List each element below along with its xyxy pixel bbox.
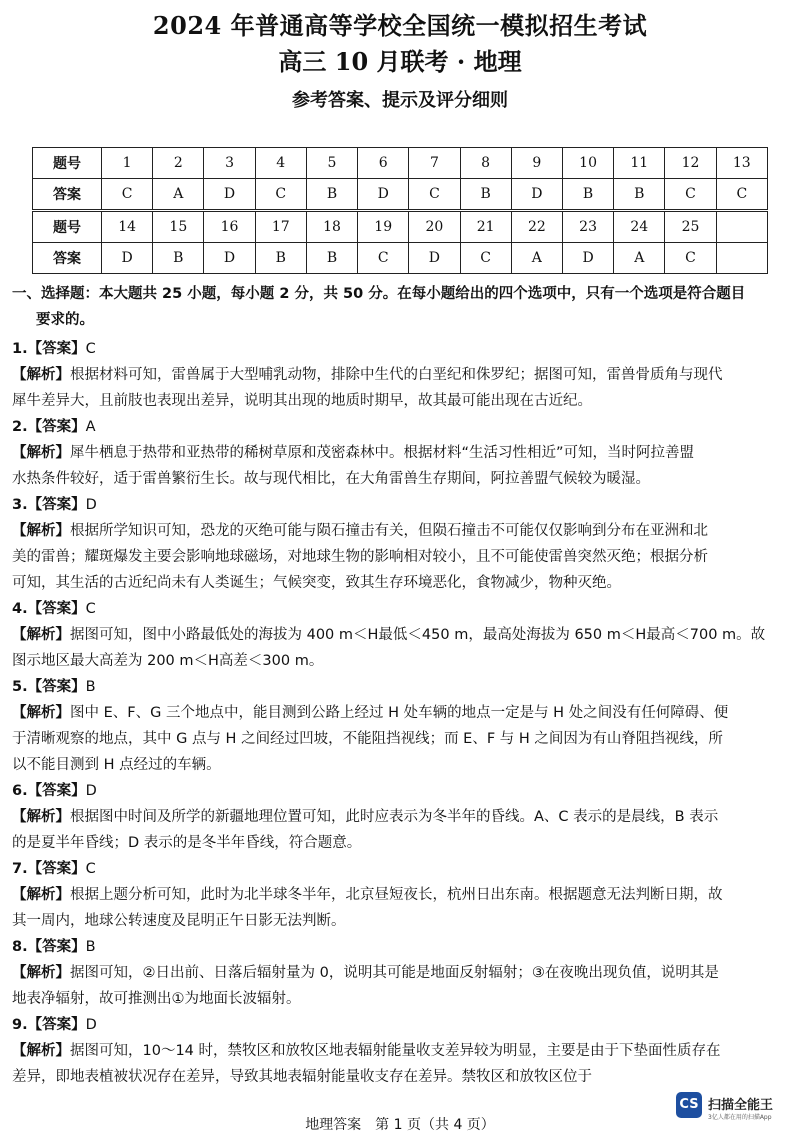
question-item-4: [12, 596, 782, 674]
question-number: 10: [562, 148, 613, 179]
answer-cell: B: [460, 179, 511, 210]
explanation-tag: 【解析】: [12, 367, 70, 383]
answer-value: B: [85, 939, 96, 955]
section-heading-line: 要求的。: [36, 312, 94, 328]
explanation-line: 图示地区最大高差为 200 m＜H高差＜300 m。: [12, 653, 324, 669]
answer-line: [12, 492, 782, 518]
answer-value: D: [85, 497, 97, 513]
header-question-number: 题号: [33, 148, 102, 179]
question-number: 5: [306, 148, 357, 179]
answer-tag: 【答案】: [27, 783, 86, 799]
question-number: 3: [204, 148, 255, 179]
answer-value: C: [85, 341, 96, 357]
answer-tag: 【答案】: [27, 419, 86, 435]
explanation-line: 水热条件较好，适于雷兽繁衍生长。故与现代相比，在大角雷兽生存期间，阿拉善盟气候较为暖湿。: [12, 471, 650, 487]
question-item-9: [12, 1012, 782, 1090]
question-number: 13: [716, 148, 767, 179]
answer-cell: B: [306, 243, 357, 274]
question-number: 12: [665, 148, 716, 179]
question-number: 11: [614, 148, 665, 179]
question-number: 1: [102, 148, 153, 179]
answer-tag: 【答案】: [27, 861, 86, 877]
explanation-line: 根据图中时间及所学的新疆地理位置可知，此时应表示为冬半年的昏线。A、C 表示的是晨线，B 表示: [70, 809, 719, 825]
explanation: [12, 804, 782, 830]
question-item-7: [12, 856, 782, 934]
table-row-answers: [33, 179, 768, 210]
question-number-label: 6.: [12, 783, 28, 799]
answer-cell: C: [665, 179, 716, 210]
header-question-number: 题号: [33, 212, 102, 243]
explanation-line: 地表净辐射，故可推测出①为地面长波辐射。: [12, 991, 301, 1007]
question-number: 22: [511, 212, 562, 243]
answer-cell: A: [511, 243, 562, 274]
answer-tag: 【答案】: [27, 497, 86, 513]
explanation: [12, 518, 782, 544]
answer-cell: D: [102, 243, 153, 274]
answer-line: [12, 596, 782, 622]
explanation-tag: 【解析】: [12, 887, 70, 903]
question-number-label: 9.: [12, 1017, 28, 1033]
question-number-label: 8.: [12, 939, 28, 955]
question-item-5: [12, 674, 782, 778]
answer-cell: C: [102, 179, 153, 210]
answer-cell: B: [255, 243, 306, 274]
header-answer: 答案: [33, 179, 102, 210]
question-number: 20: [409, 212, 460, 243]
question-number: 17: [255, 212, 306, 243]
answer-line: [12, 934, 782, 960]
explanation-tag: 【解析】: [12, 627, 70, 643]
answer-cell: A: [153, 179, 204, 210]
question-number: 15: [153, 212, 204, 243]
explanation-tag: 【解析】: [12, 705, 70, 721]
question-item-8: [12, 934, 782, 1012]
answer-cell: C: [716, 179, 767, 210]
explanation-tag: 【解析】: [12, 965, 70, 981]
explanation-line: 可知，其生活的古近纪尚未有人类诞生；气候突变，致其生存环境恶化，食物减少，物种灭绝。: [12, 575, 621, 591]
explanation-line: 的是夏半年昏线；D 表示的是冬半年昏线，符合题意。: [12, 835, 362, 851]
explanation: [12, 882, 782, 908]
explanation: [12, 1038, 782, 1064]
answer-value: D: [85, 1017, 97, 1033]
answer-cell: B: [562, 179, 613, 210]
explanation-line: 据图可知，10～14 时，禁牧区和放牧区地表辐射能量收支差异较为明显，主要是由于下垫面性质存在: [70, 1043, 721, 1059]
answer-cell: B: [614, 179, 665, 210]
answer-line: [12, 856, 782, 882]
answer-cell: D: [358, 179, 409, 210]
explanation-tag: 【解析】: [12, 1043, 70, 1059]
answer-tag: 【答案】: [27, 341, 86, 357]
answer-cell: C: [358, 243, 409, 274]
answer-value: A: [85, 419, 96, 435]
answer-cell: D: [409, 243, 460, 274]
answer-cell: B: [306, 179, 357, 210]
explanation-line: 图中 E、F、G 三个地点中，能目测到公路上经过 H 处车辆的地点一定是与 H 处之间没有任何障碍、便: [70, 705, 729, 721]
answer-line: [12, 1012, 782, 1038]
answer-tag: 【答案】: [27, 679, 86, 695]
question-item-6: [12, 778, 782, 856]
question-number-label: 3.: [12, 497, 28, 513]
answer-cell: C: [665, 243, 716, 274]
question-number: 14: [102, 212, 153, 243]
explanation-tag: 【解析】: [12, 445, 70, 461]
answer-cell: D: [562, 243, 613, 274]
answer-value: D: [85, 783, 97, 799]
question-number-label: 7.: [12, 861, 28, 877]
answer-table-2: [32, 211, 768, 274]
empty-cell: [716, 243, 767, 274]
section-heading-line: 一、选择题：本大题共 25 小题，每小题 2 分，共 50 分。在每小题给出的四个选项中，只有一个选项是符合题目: [12, 286, 746, 302]
explanation-line: 根据上题分析可知，此时为北半球冬半年，北京昼短夜长，杭州日出东南。根据题意无法判断日期，故: [70, 887, 723, 903]
explanation-line: 根据材料可知，雷兽属于大型哺乳动物，排除中生代的白垩纪和侏罗纪；据图可知，雷兽骨质角与现代: [70, 367, 723, 383]
question-number-label: 2.: [12, 419, 28, 435]
empty-cell: [716, 212, 767, 243]
question-number: 6: [358, 148, 409, 179]
question-number: 4: [255, 148, 306, 179]
question-number: 19: [358, 212, 409, 243]
answer-line: [12, 674, 782, 700]
answer-line: [12, 336, 782, 362]
exam-title: 2024 年普通高等学校全国统一模拟招生考试: [152, 11, 648, 40]
answer-value: C: [85, 601, 96, 617]
section-heading: [12, 281, 782, 333]
explanation-line: 犀牛差异大，且前肢也表现出差异，说明其出现的地质时期早，故其最可能出现在古近纪。: [12, 393, 592, 409]
explanation: [12, 362, 782, 388]
answer-cell: C: [255, 179, 306, 210]
question-number-label: 5.: [12, 679, 28, 695]
answer-table-1: [32, 147, 768, 210]
explanation: [12, 622, 782, 648]
scanner-app-name: 扫描全能王: [708, 1098, 774, 1113]
table-row-numbers: [33, 148, 768, 179]
explanation-line: 于清晰观察的地点，其中 G 点与 H 之间经过凹坡，不能阻挡视线；而 E、F 与 H 之间因为有山脊阻挡视线，所: [12, 731, 723, 747]
header-answer: 答案: [33, 243, 102, 274]
question-item-2: [12, 414, 782, 492]
answer-cell: C: [460, 243, 511, 274]
question-number-label: 1.: [12, 341, 28, 357]
explanation-line: 犀牛栖息于热带和亚热带的稀树草原和茂密森林中。根据材料“生活习性相近”可知，当时阿拉善盟: [70, 445, 695, 461]
explanation-line: 差异，即地表植被状况存在差异，导致其地表辐射能量收支存在差异。禁牧区和放牧区位于: [12, 1069, 592, 1085]
explanation-tag: 【解析】: [12, 809, 70, 825]
question-number: 16: [204, 212, 255, 243]
explanation: [12, 440, 782, 466]
answer-cell: C: [409, 179, 460, 210]
question-item-3: [12, 492, 782, 596]
page-footer: 地理答案 第 1 页（共 4 页）: [305, 1117, 495, 1133]
answer-cell: D: [204, 179, 255, 210]
question-number: 7: [409, 148, 460, 179]
explanation: [12, 960, 782, 986]
explanation-line: 其一周内，地球公转速度及昆明正午日影无法判断。: [12, 913, 346, 929]
answer-cell: D: [204, 243, 255, 274]
explanation-tag: 【解析】: [12, 523, 70, 539]
question-number-label: 4.: [12, 601, 28, 617]
explanation-line: 美的雷兽；耀斑爆发主要会影响地球磁场，对地球生物的影响相对较小，且不可能使雷兽突然灭绝；根据分析: [12, 549, 708, 565]
answer-cell: B: [153, 243, 204, 274]
explanation-line: 根据所学知识可知，恐龙的灭绝可能与陨石撞击有关，但陨石撞击不可能仅仅影响到分布在亚洲和北: [70, 523, 708, 539]
exam-subtitle: 高三 10 月联考 · 地理: [278, 47, 522, 76]
scanner-app-tagline: 3亿人都在用的扫描App: [708, 1114, 772, 1121]
answer-line: [12, 414, 782, 440]
question-item-1: [12, 336, 782, 414]
question-number: 9: [511, 148, 562, 179]
question-number: 2: [153, 148, 204, 179]
question-number: 25: [665, 212, 716, 243]
answer-value: C: [85, 861, 96, 877]
table-row-numbers: [33, 212, 768, 243]
explanation-line: 以不能目测到 H 点经过的车辆。: [12, 757, 221, 773]
scanner-logo-icon: CS: [676, 1092, 702, 1118]
question-number: 23: [562, 212, 613, 243]
question-number: 24: [614, 212, 665, 243]
document-type: 参考答案、提示及评分细则: [292, 90, 508, 111]
question-number: 8: [460, 148, 511, 179]
explanation: [12, 700, 782, 726]
question-number: 18: [306, 212, 357, 243]
answer-line: [12, 778, 782, 804]
answer-tag: 【答案】: [27, 1017, 86, 1033]
answer-tag: 【答案】: [27, 601, 86, 617]
table-row-answers: [33, 243, 768, 274]
answer-cell: D: [511, 179, 562, 210]
question-number: 21: [460, 212, 511, 243]
answer-cell: A: [614, 243, 665, 274]
answer-tag: 【答案】: [27, 939, 86, 955]
explanation-line: 据图可知，②日出前、日落后辐射量为 0，说明其可能是地面反射辐射；③在夜晚出现负值，说明其是: [70, 965, 719, 981]
answer-value: B: [85, 679, 96, 695]
explanation-line: 据图可知，图中小路最低处的海拔为 400 m＜H最低＜450 m，最高处海拔为 650 m＜H最高＜700 m。故: [70, 627, 766, 643]
